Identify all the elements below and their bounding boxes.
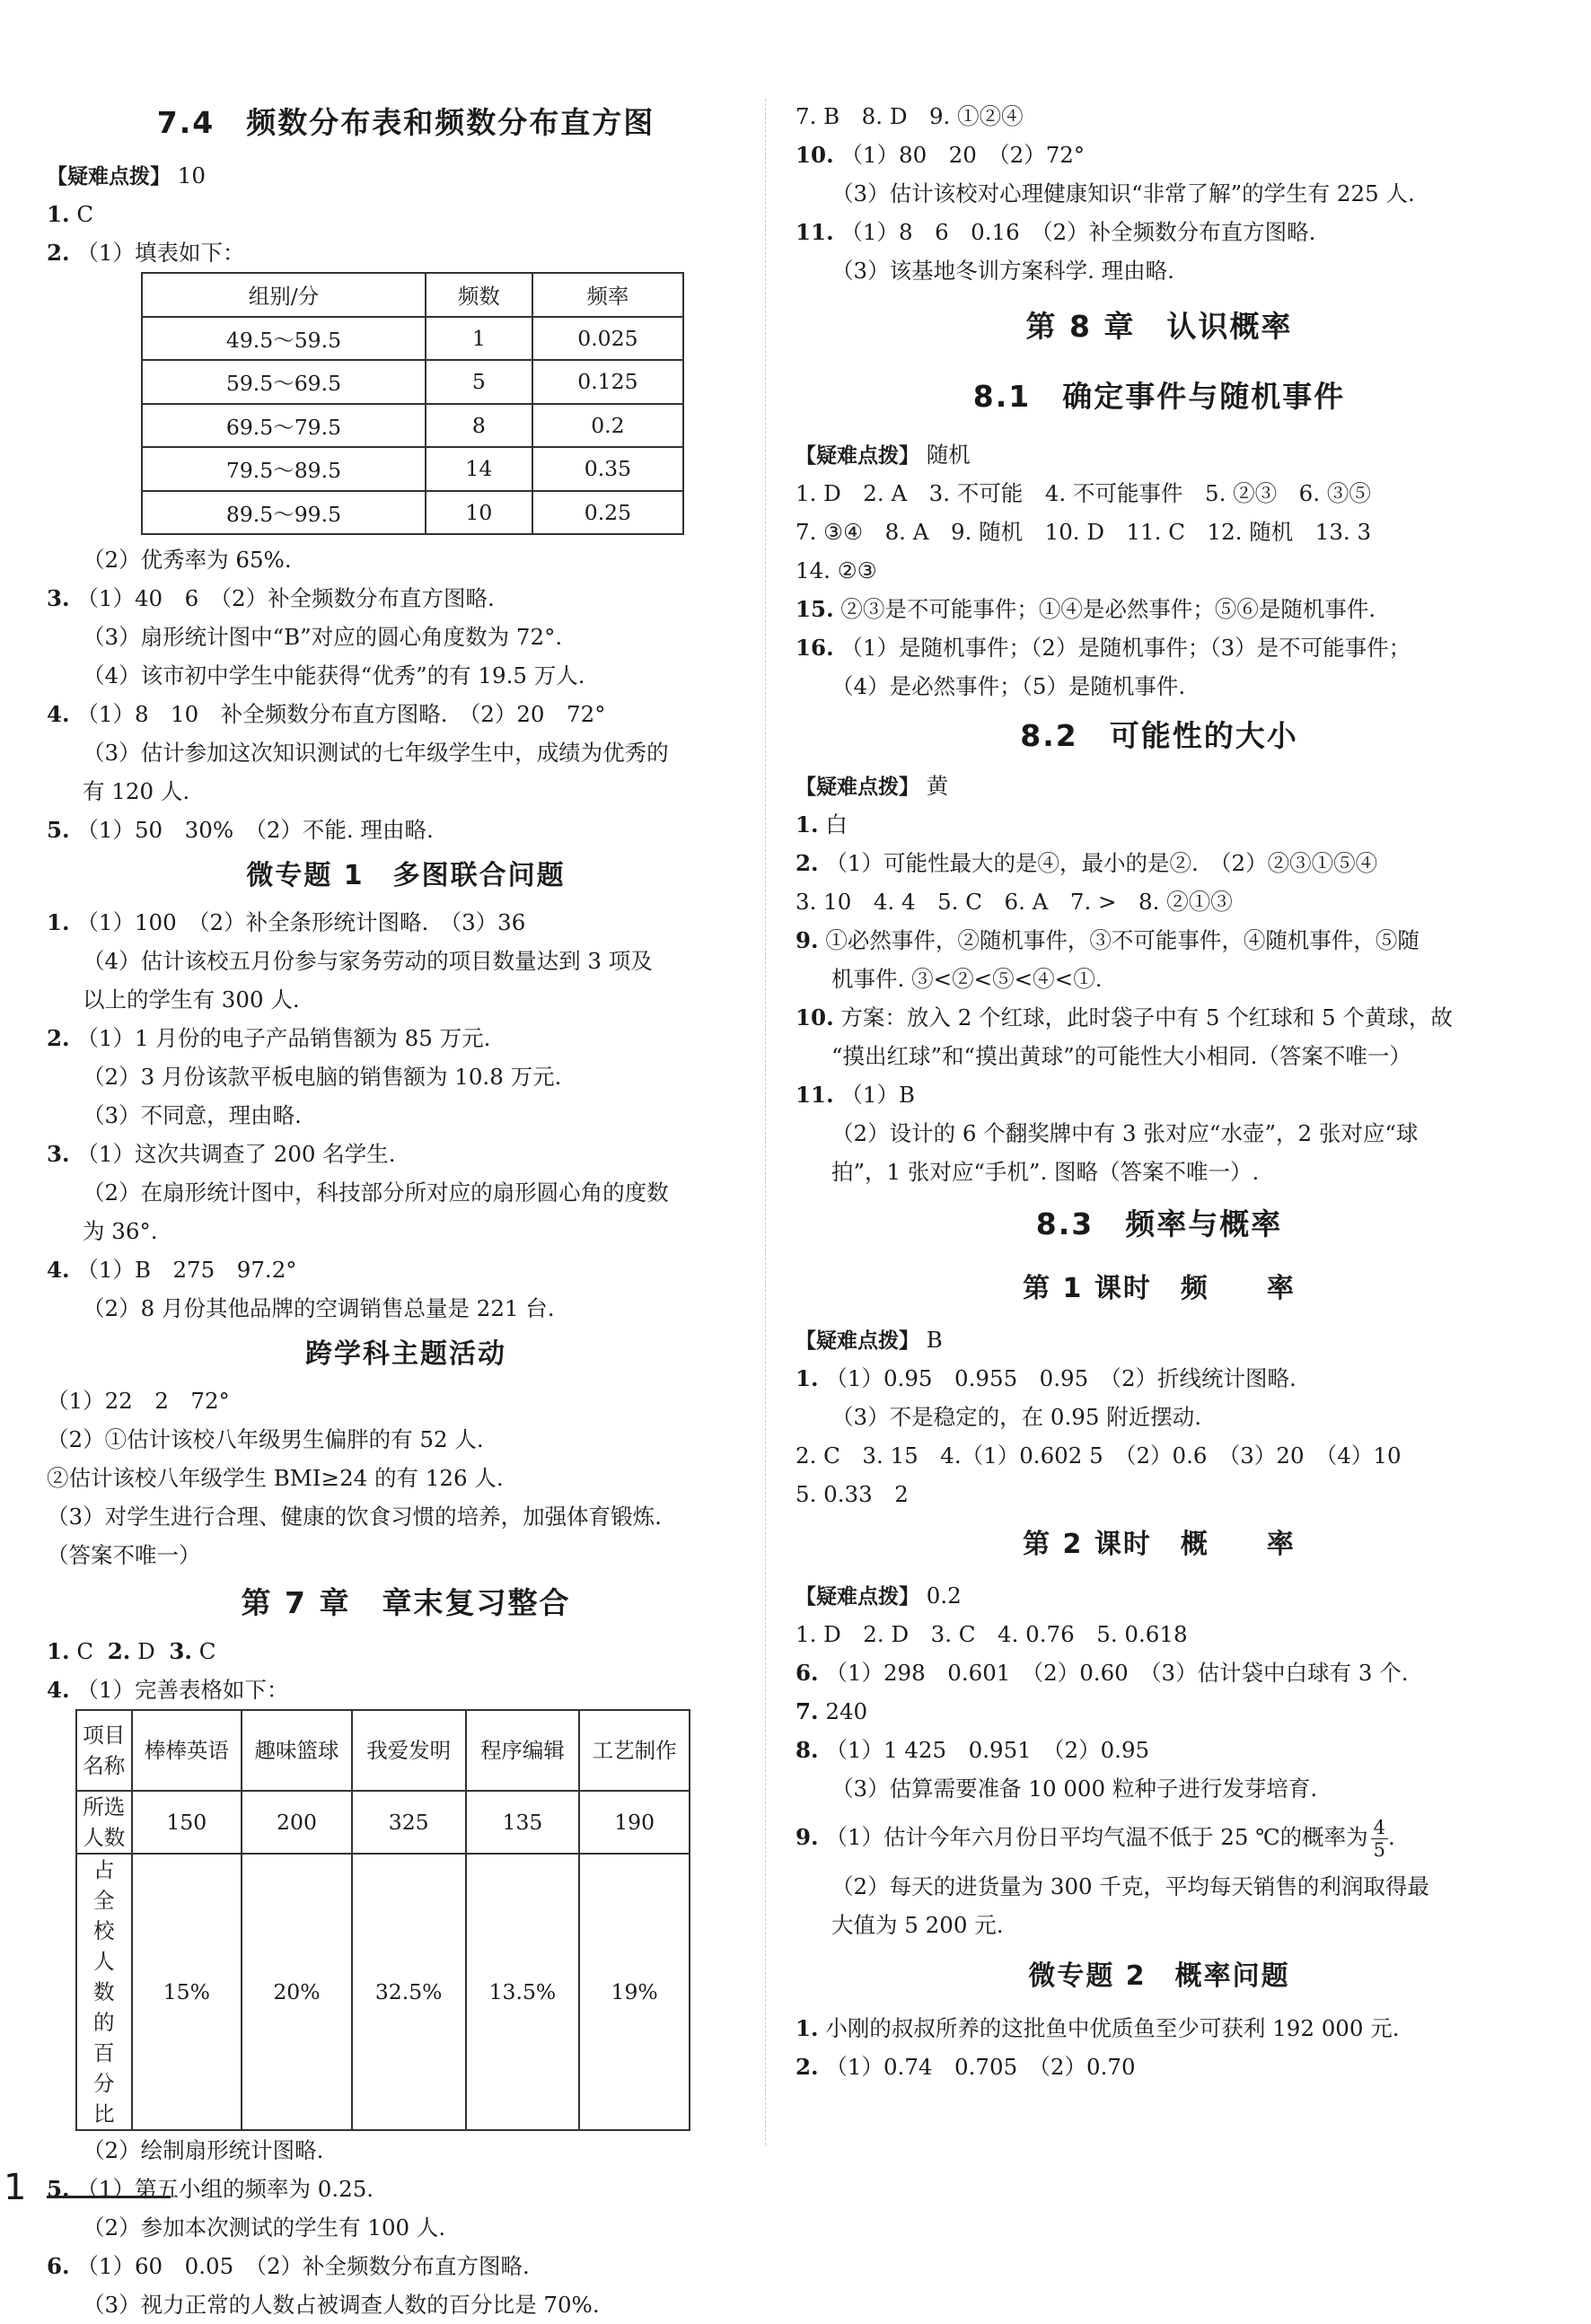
section-title-8-1: 8.1 确定事件与随机事件 [972,379,1346,414]
answer-line: 1. D 2. A 3. 不可能 4. 不可能事件 5. ②③ 6. ③⑤ [796,480,1371,506]
section-title-micro1: 微专题 1 多图联合问题 [246,860,566,891]
answer-line: （2）8 月份其他品牌的空调销售总量是 221 台. [83,1295,555,1321]
answer-line: 14. ②③ [796,557,877,583]
answer-line: 8. （1）1 425 0.951 （2）0.95 [796,1737,1150,1763]
table-header: 我爱发明 [352,1710,466,1791]
answer-line: （1）22 2 72° [47,1388,230,1414]
left-column [47,101,765,2324]
answer-line: 2. C 3. 15 4.（1）0.602 5 （2）0.6 （3）20 （4）10 [796,1443,1402,1469]
answer-line: 1. （1）0.95 0.955 0.95 （2）折线统计图略. [796,1365,1297,1391]
answer-line: 有 120 人. [83,778,190,804]
page-number: 1 [4,2167,27,2208]
answer-line: （3）不是稳定的，在 0.95 附近摆动. [831,1404,1202,1430]
fraction: $\frac{4}{5}$ [1371,1817,1388,1861]
answer-line: “摸出红球”和“摸出黄球”的可能性大小相同.（答案不唯一） [831,1043,1411,1069]
answer-line: （3）估算需要准备 10 000 粒种子进行发芽培育. [831,1776,1318,1802]
answer-line: 7. ③④ 8. A 9. 随机 10. D 11. C 12. 随机 13. 3 [796,519,1372,545]
table-row: 59.5～69.5 5 0.125 [142,360,683,404]
answer-line: （3）对学生进行合理、健康的饮食习惯的培养，加强体育锻炼. [47,1504,662,1530]
answer-line: （3）视力正常的人数占被调查人数的百分比是 70%. [83,2292,600,2318]
section-title-8-2: 8.2 可能性的大小 [1020,718,1298,753]
answer-line: 5. 0.33 2 [796,1481,909,1507]
answer-line: （4）是必然事件；（5）是随机事件. [831,673,1186,699]
answer-line: 1. C 2. D 3. C [47,1638,216,1664]
answer-line: 4. （1）8 10 补全频数分布直方图略. （2）20 72° [47,701,606,727]
table-header: 工艺制作 [579,1710,690,1791]
answer-line: 16. （1）是随机事件；（2）是随机事件；（3）是不可能事件； [796,635,1411,661]
table-row: 49.5～59.5 1 0.025 [142,317,683,361]
table-header-row [142,273,683,317]
answer-line: （2）在扇形统计图中，科技部分所对应的扇形圆心角的度数 [83,1180,669,1206]
answer-line: 2. （1）可能性最大的是④，最小的是②. （2）②③①⑤④ [796,850,1378,876]
answer-line: （2）绘制扇形统计图略. [83,2137,324,2163]
answer-line: 1. 小刚的叔叔所养的这批鱼中优质鱼至少可获利 192 000 元. [796,2015,1400,2041]
table-header: 项目名称 [76,1710,132,1791]
answer-line: （3）估计该校对心理健康知识“非常了解”的学生有 225 人. [831,180,1415,206]
answer-line: 15. ②③是不可能事件；①④是必然事件；⑤⑥是随机事件. [796,596,1376,622]
table-header: 频率 [532,273,683,317]
answer-line: （2）设计的 6 个翻奖牌中有 3 张对应“水壶”，2 张对应“球 [831,1120,1419,1146]
table-header: 趣味篮球 [242,1710,352,1791]
answer-line: 为 36°. [83,1218,158,1244]
answer-line: 7. B 8. D 9. ①②④ [796,103,1024,129]
table-row: 79.5～89.5 14 0.35 [142,447,683,491]
answer-line: （答案不唯一） [47,1542,201,1568]
footer-rule [47,2196,171,2198]
answer-line: 1. （1）100 （2）补全条形统计图略. （3）36 [47,909,526,935]
answer-line: 10. 方案：放入 2 个红球，此时袋子中有 5 个红球和 5 个黄球，故 [796,1004,1453,1030]
section-title-micro2: 微专题 2 概率问题 [1028,1960,1290,1992]
answer-line: 1. C [47,201,94,227]
section-title-8-3: 8.3 频率与概率 [1035,1206,1283,1241]
answer-line: （2）参加本次测试的学生有 100 人. [83,2214,446,2241]
tip-line: 【疑难点拨】 10 [47,162,206,189]
table-header: 组别/分 [142,273,426,317]
table-header-row [76,1710,690,1791]
answer-line: 11. （1）B [796,1082,916,1108]
answer-line: 3. （1）40 6 （2）补全频数分布直方图略. [47,585,495,611]
table-header: 程序编辑 [466,1710,580,1791]
answer-line: （2）①估计该校八年级男生偏胖的有 52 人. [47,1426,484,1452]
tip-line: 【疑难点拨】 黄 [796,773,949,799]
answer-line: 2. （1）0.74 0.705 （2）0.70 [796,2054,1136,2080]
answer-line: 3. 10 4. 4 5. C 6. A 7. > 8. ②①③ [796,889,1233,915]
answer-line: 3. （1）这次共调查了 200 名学生. [47,1141,396,1167]
lesson-title-1: 第 1 课时 频 率 [1023,1273,1296,1304]
answer-line: 11. （1）8 6 0.16 （2）补全频数分布直方图略. [796,219,1316,245]
answer-line: 机事件. ③<②<⑤<④<①. [831,966,1103,992]
tip-line: 【疑难点拨】 随机 [796,442,971,468]
right-column [796,97,1523,2086]
answer-line: 5. （1）50 30% （2）不能. 理由略. [47,817,434,843]
answer-line: 10. （1）80 20 （2）72° [796,142,1086,168]
lesson-title-2: 第 2 课时 概 率 [1023,1529,1296,1560]
table-header: 棒棒英语 [132,1710,242,1791]
answer-line: 1. D 2. D 3. C 4. 0.76 5. 0.618 [796,1621,1188,1647]
answer-line: 9. ①必然事件，②随机事件，③不可能事件，④随机事件，⑤随 [796,927,1420,953]
table-row: 所选人数 150 200 325 135 190 [76,1791,690,1854]
section-title-7-4: 7.4 频数分布表和频数分布直方图 [156,105,655,140]
answer-line: 以上的学生有 300 人. [83,987,300,1013]
answer-line: 2. （1）1 月份的电子产品销售额为 85 万元. [47,1025,491,1051]
answer-line: 5. （1）第五小组的频率为 0.25. [47,2176,374,2202]
answer-line: （4）估计该校五月份参与家务劳动的项目数量达到 3 项及 [83,948,653,974]
chapter-title-8: 第 8 章 认识概率 [1025,309,1293,344]
answer-line: 6. （1）60 0.05 （2）补全频数分布直方图略. [47,2253,530,2279]
tip-line: 【疑难点拨】 0.2 [796,1583,962,1609]
answer-line: （3）扇形统计图中“B”对应的圆心角度数为 72°. [83,624,563,650]
project-table [75,1709,690,2131]
frequency-table [141,272,684,535]
table-row: 占全校人数的百分比 15% 20% 32.5% 13.5% 19% [76,1854,690,2130]
answer-line: （2）优秀率为 65%. [83,547,292,573]
answer-line: 7. 240 [796,1698,868,1724]
tip-line: 【疑难点拨】 B [796,1327,943,1353]
answer-line: 2. （1）填表如下： [47,240,245,266]
answer-line: 4. （1）B 275 97.2° [47,1257,297,1283]
section-title-ch7-review: 第 7 章 章末复习整合 [241,1585,571,1620]
answer-line: 拍”，1 张对应“手机”. 图略（答案不唯一）. [831,1159,1260,1185]
answer-line: 6. （1）298 0.601 （2）0.60 （3）估计袋中白球有 3 个. [796,1660,1409,1686]
column-divider [765,99,766,2145]
answer-line: （3）不同意，理由略. [83,1102,302,1128]
answer-line: （2）每天的进货量为 300 千克，平均每天销售的利润取得最 [831,1873,1429,1899]
answer-line: （3）该基地冬训方案科学. 理由略. [831,258,1174,284]
table-row: 69.5～79.5 8 0.2 [142,404,683,448]
answer-line: （3）估计参加这次知识测试的七年级学生中，成绩为优秀的 [83,740,669,766]
answer-line: 大值为 5 200 元. [831,1912,1004,1938]
table-row: 89.5～99.5 10 0.25 [142,491,683,535]
answer-line: （4）该市初中学生中能获得“优秀”的有 19.5 万人. [83,662,585,688]
answer-line: ②估计该校八年级学生 BMI≥24 的有 126 人. [47,1465,504,1491]
answer-line: 9. （1）估计今年六月份日平均气温不低于 25 ℃的概率为 $\frac{4}{5}$ . [796,1817,1395,1861]
table-header: 频数 [426,273,532,317]
answer-line: （2）3 月份该款平板电脑的销售额为 10.8 万元. [83,1064,562,1090]
section-title-cross: 跨学科主题活动 [305,1338,506,1370]
answer-line: 4. （1）完善表格如下： [47,1677,289,1703]
answer-line: 1. 白 [796,811,848,838]
